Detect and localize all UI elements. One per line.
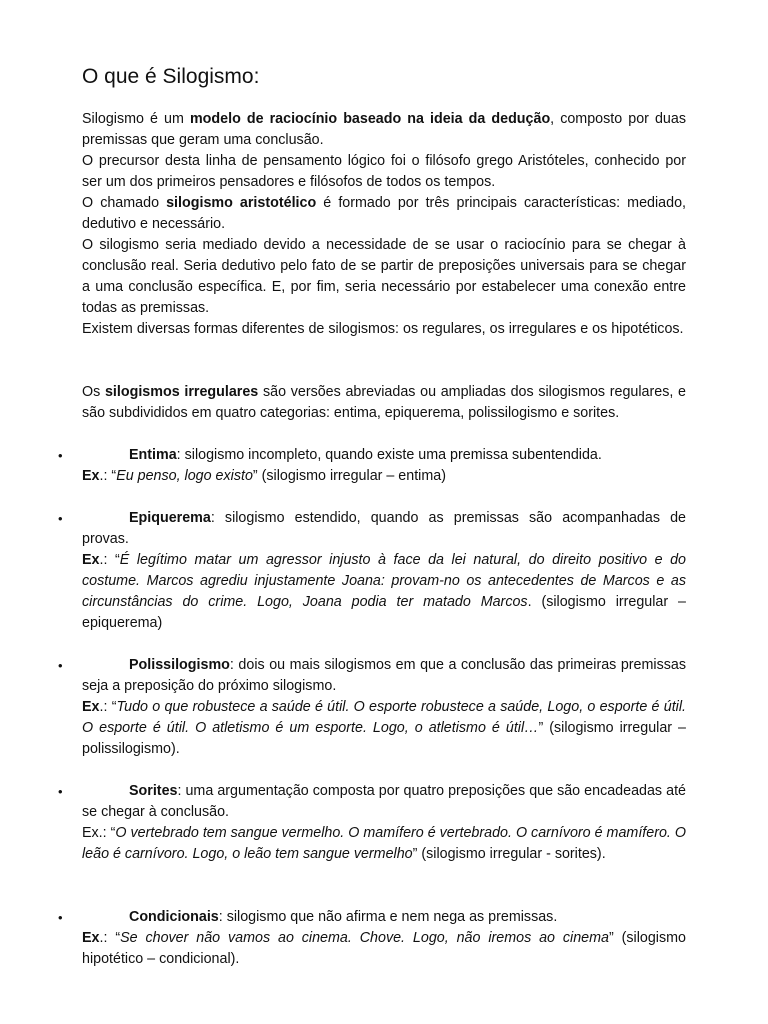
intro-paragraph-4: O silogismo seria mediado devido a necessidade de se usar o raciocínio para se chegar à conclusão real. Seria dedutivo pelo fato de se partir de preposições universais para se chegar a uma conclusão específica. E, por fim, seria necessário por estabelecer uma conexão entre todas as premissas.	[82, 237, 686, 316]
list-item-sorites	[82, 781, 686, 865]
page-title: O que é Silogismo:	[82, 65, 260, 88]
example-text: Se chover não vamos ao cinema. Chove. Logo, não iremos ao cinema	[120, 930, 609, 946]
irregular-bold-phrase: silogismos irregulares	[104, 384, 259, 400]
example-text: Eu penso, logo existo	[116, 468, 253, 484]
example-label: Ex	[82, 699, 100, 715]
example-label: Ex	[82, 468, 100, 484]
intro-bold-phrase: modelo de raciocínio baseado na ideia da dedução	[189, 111, 551, 127]
example-label: Ex.	[82, 825, 103, 841]
intro-paragraph-2: O precursor desta linha de pensamento lógico foi o filósofo grego Aristóteles, conhecido por ser um dos primeiros pensadores e filósofos de todos os tempos.	[82, 153, 686, 190]
bullet-marker: •	[58, 658, 63, 673]
item-definition: Epiquerema: silogismo estendido, quando as premissas são acompanhadas de provas.	[82, 510, 686, 547]
irregular-intro-paragraph: Os silogismos irregulares são versões abreviadas ou ampliadas dos silogismos regulares, e são subdivididos em quatro categorias: entima, epiquerema, polissilogismo e sorites.	[82, 384, 686, 421]
example-text: O vertebrado tem sangue vermelho. O mamífero é vertebrado. O carnívoro é mamífero. O leão é carnívoro. Logo, o leão tem sangue vermelho	[82, 825, 686, 862]
bullet-marker: •	[58, 784, 63, 799]
item-term: Epiquerema	[129, 510, 211, 526]
list-item-entima	[82, 445, 686, 487]
list-item-epiquerema	[82, 508, 686, 634]
bullet-marker: •	[58, 511, 63, 526]
item-term: Condicionais	[129, 909, 219, 925]
example-label: Ex	[82, 930, 100, 946]
example-text: Tudo o que robustece a saúde é útil. O esporte robustece a saúde, Logo, o esporte é útil. O esporte é útil. O atletismo é um esporte. Logo, o atletismo é útil…	[82, 699, 686, 736]
intro-paragraph-5: Existem diversas formas diferentes de silogismos: os regulares, os irregulares e os hipotéticos.	[82, 321, 684, 337]
bullet-marker: •	[58, 910, 63, 925]
item-example: Ex.: “É legítimo matar um agressor injusto à face da lei natural, do direito positivo e do costume. Marcos agrediu injustamente Joana: provam-no os antecedentes de Marcos e as circunstâncias do crime. Logo, Joana podia ter matado Marcos. (silogismo irregular – epiquerema)	[82, 552, 686, 631]
aristotelian-bold-phrase: silogismo aristotélico	[166, 195, 317, 211]
bullet-marker: •	[58, 448, 63, 463]
item-example: Ex.: “Tudo o que robustece a saúde é útil. O esporte robustece a saúde, Logo, o esporte é útil. O esporte é útil. O atletismo é um esporte. Logo, o atletismo é útil…” (silogismo irregular – polissilogismo).	[82, 699, 686, 757]
example-text: É legítimo matar um agressor injusto à face da lei natural, do direito positivo e do costume. Marcos agrediu injustamente Joana: provam-no os antecedentes de Marcos e as circunstâncias do crime. Logo, Joana podia ter matado Marcos	[82, 552, 686, 610]
list-item-condicionais	[82, 907, 686, 970]
intro-paragraph-3: O chamado silogismo aristotélico é formado por três principais características: mediado, dedutivo e necessário.	[82, 195, 686, 232]
item-definition: Condicionais: silogismo que não afirma e nem nega as premissas.	[129, 909, 558, 925]
item-example: Ex.: “Se chover não vamos ao cinema. Chove. Logo, não iremos ao cinema” (silogismo hipotético – condicional).	[82, 930, 686, 967]
list-item-polissilogismo	[82, 655, 686, 760]
item-term: Polissilogismo	[129, 657, 230, 673]
item-example: Ex.: “O vertebrado tem sangue vermelho. O mamífero é vertebrado. O carnívoro é mamífero. O leão é carnívoro. Logo, o leão tem sangue vermelho” (silogismo irregular - sorites).	[82, 825, 686, 862]
item-term: Entima	[129, 447, 177, 463]
intro-paragraph-1: Silogismo é um modelo de raciocínio baseado na ideia da dedução, composto por duas premissas que geram uma conclusão.	[82, 111, 686, 148]
item-definition: Sorites: uma argumentação composta por quatro preposições que são encadeadas até se chegar à conclusão.	[82, 783, 686, 820]
item-definition: Polissilogismo: dois ou mais silogismos em que a conclusão das primeiras premissas seja a preposição do próximo silogismo.	[82, 657, 686, 694]
item-definition: Entima: silogismo incompleto, quando existe uma premissa subentendida.	[129, 447, 602, 463]
item-term: Sorites	[129, 783, 178, 799]
intro-section	[82, 109, 686, 340]
item-example: Ex.: “Eu penso, logo existo” (silogismo irregular – entima)	[82, 468, 446, 484]
example-label: Ex	[82, 552, 100, 568]
